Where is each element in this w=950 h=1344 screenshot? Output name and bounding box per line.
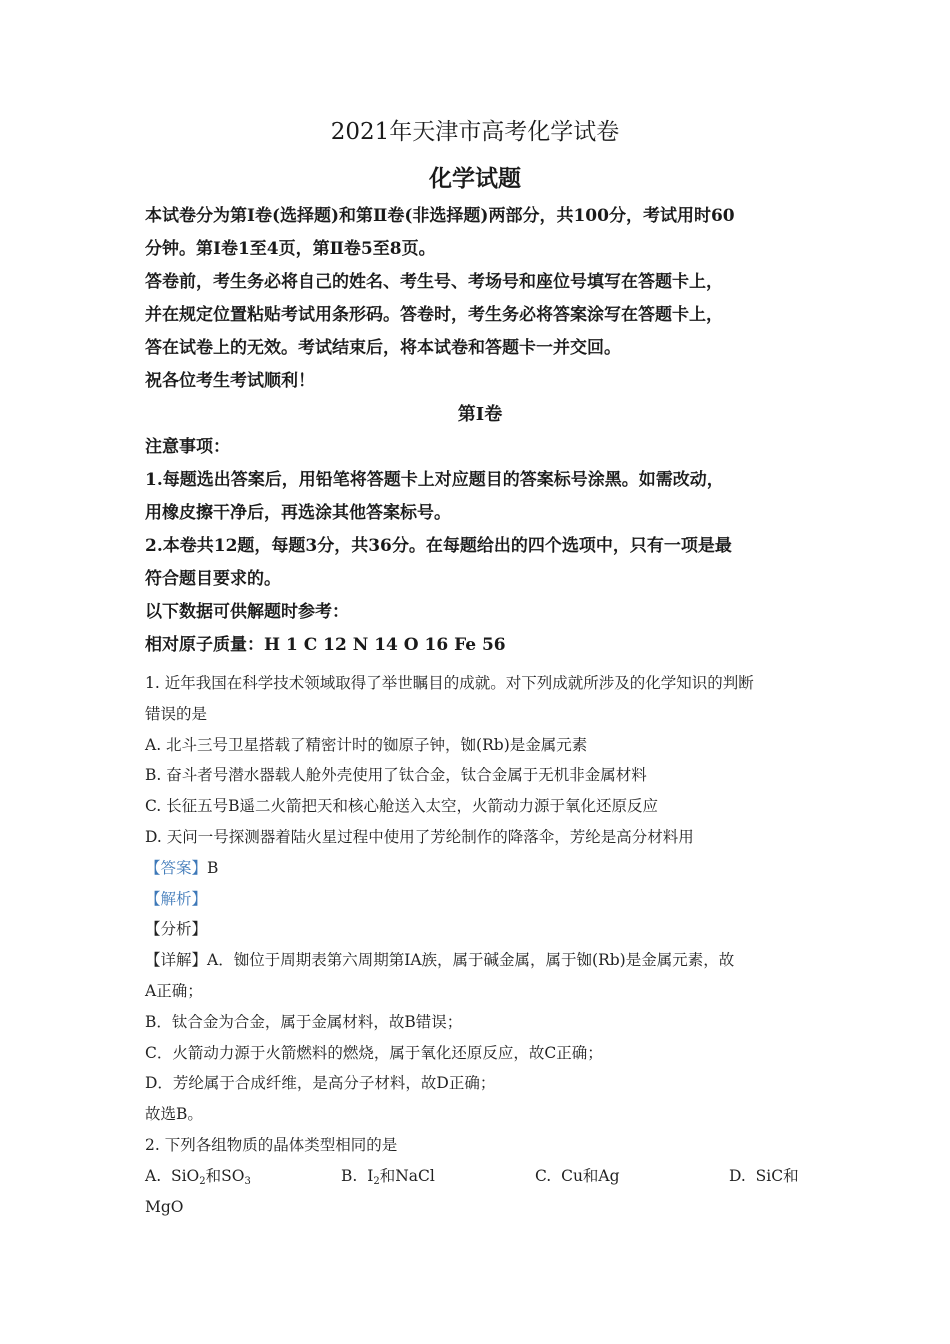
atomic-mass-line: 相对原子质量：H 1 C 12 N 14 O 16 Fe 56	[145, 635, 506, 655]
formula-part: I	[367, 1166, 374, 1185]
question-1-option-c: C. 长征五号B遥二火箭把天和核心舱送入太空，火箭动力源于氧化还原反应	[145, 797, 659, 816]
notice-line: 用橡皮擦干净后，再选涂其他答案标号。	[145, 503, 451, 523]
option-label: C.	[535, 1166, 552, 1185]
conclusion-line: 故选B。	[145, 1105, 203, 1124]
intro-line: 本试卷分为第Ⅰ卷(选择题)和第Ⅱ卷(非选择题)两部分，共100分，考试用时60	[145, 206, 735, 226]
question-1-stem: 1. 近年我国在科学技术领域取得了举世瞩目的成就。对下列成就所涉及的化学知识的判断	[145, 674, 754, 692]
question-section	[145, 668, 815, 1222]
exam-title: 2021年天津市高考化学试卷	[330, 119, 620, 145]
answer-value: B	[207, 858, 219, 877]
detail-line: A正确；	[145, 981, 203, 1000]
notice-line: 1.每题选出答案后，用铅笔将答题卡上对应题目的答案标号涂黑。如需改动，	[145, 470, 724, 490]
formula-subscript: 3	[244, 1175, 251, 1187]
formula-part: 和NaCl	[379, 1166, 435, 1185]
answer-line	[145, 853, 815, 884]
question-1-option-b: B. 奋斗者号潜水器载人舱外壳使用了钛合金，钛合金属于无机非金属材料	[145, 766, 647, 785]
question-2-stem: 2. 下列各组物质的晶体类型相同的是	[145, 1135, 398, 1154]
question-2-option-d	[729, 1161, 815, 1192]
fenxi-tag: 【分析】	[145, 920, 208, 939]
intro-line: 答在试卷上的无效。考试结束后，将本试卷和答题卡一并交回。	[145, 338, 621, 358]
volume-heading: 第Ⅰ卷	[457, 404, 503, 425]
option-label: D.	[729, 1166, 746, 1185]
question-2-options	[145, 1161, 815, 1192]
formula-subscript: 2	[199, 1175, 206, 1187]
question-2-option-d-continued: MgO	[145, 1197, 184, 1216]
answer-tag: 【答案】	[145, 858, 208, 877]
intro-line: 答卷前，考生务必将自己的姓名、考生号、考场号和座位号填写在答题卡上，	[145, 272, 723, 292]
question-2-option-b	[341, 1161, 535, 1192]
detail-tag: 【详解】	[145, 951, 208, 970]
instructions-block	[145, 200, 815, 662]
formula-subscript: 2	[373, 1175, 380, 1187]
detail-line	[145, 945, 815, 976]
intro-line: 并在规定位置粘贴考试用条形码。答卷时，考生务必将答案涂写在答题卡上，	[145, 305, 723, 325]
wish-line: 祝各位考生考试顺利！	[145, 371, 315, 391]
formula-part: 和SO	[205, 1166, 245, 1185]
question-2-option-c	[535, 1161, 729, 1192]
formula-part: SiO	[170, 1166, 200, 1185]
question-1-stem: 错误的是	[145, 704, 208, 723]
detail-a-text: A．铷位于周期表第六周期第ⅠA族，属于碱金属，属于铷(Rb)是金属元素，故	[207, 951, 735, 970]
detail-line: C．火箭动力源于火箭燃料的燃烧，属于氧化还原反应，故C正确；	[145, 1043, 603, 1062]
question-2-option-a	[145, 1161, 341, 1192]
option-label: B.	[341, 1166, 358, 1185]
exam-subtitle: 化学试题	[429, 165, 521, 192]
formula-part: Cu和Ag	[561, 1166, 620, 1185]
data-reference: 以下数据可供解题时参考：	[145, 602, 349, 622]
analysis-tag: 【解析】	[145, 889, 208, 908]
option-label: A.	[145, 1166, 162, 1185]
question-1-option-a: A. 北斗三号卫星搭载了精密计时的铷原子钟，铷(Rb)是金属元素	[145, 735, 588, 754]
notice-heading: 注意事项：	[145, 437, 230, 457]
intro-line: 分钟。第Ⅰ卷1至4页，第Ⅱ卷5至8页。	[145, 239, 436, 259]
formula-part: SiC和	[755, 1166, 799, 1185]
detail-line: D．芳纶属于合成纤维，是高分子材料，故D正确；	[145, 1074, 496, 1093]
question-1-option-d: D. 天问一号探测器着陆火星过程中使用了芳纶制作的降落伞，芳纶是高分材料用	[145, 827, 694, 846]
notice-line: 符合题目要求的。	[145, 569, 281, 589]
detail-line: B．钛合金为合金，属于金属材料，故B错误；	[145, 1012, 463, 1031]
notice-line: 2.本卷共12题，每题3分，共36分。在每题给出的四个选项中，只有一项是最	[145, 536, 732, 556]
